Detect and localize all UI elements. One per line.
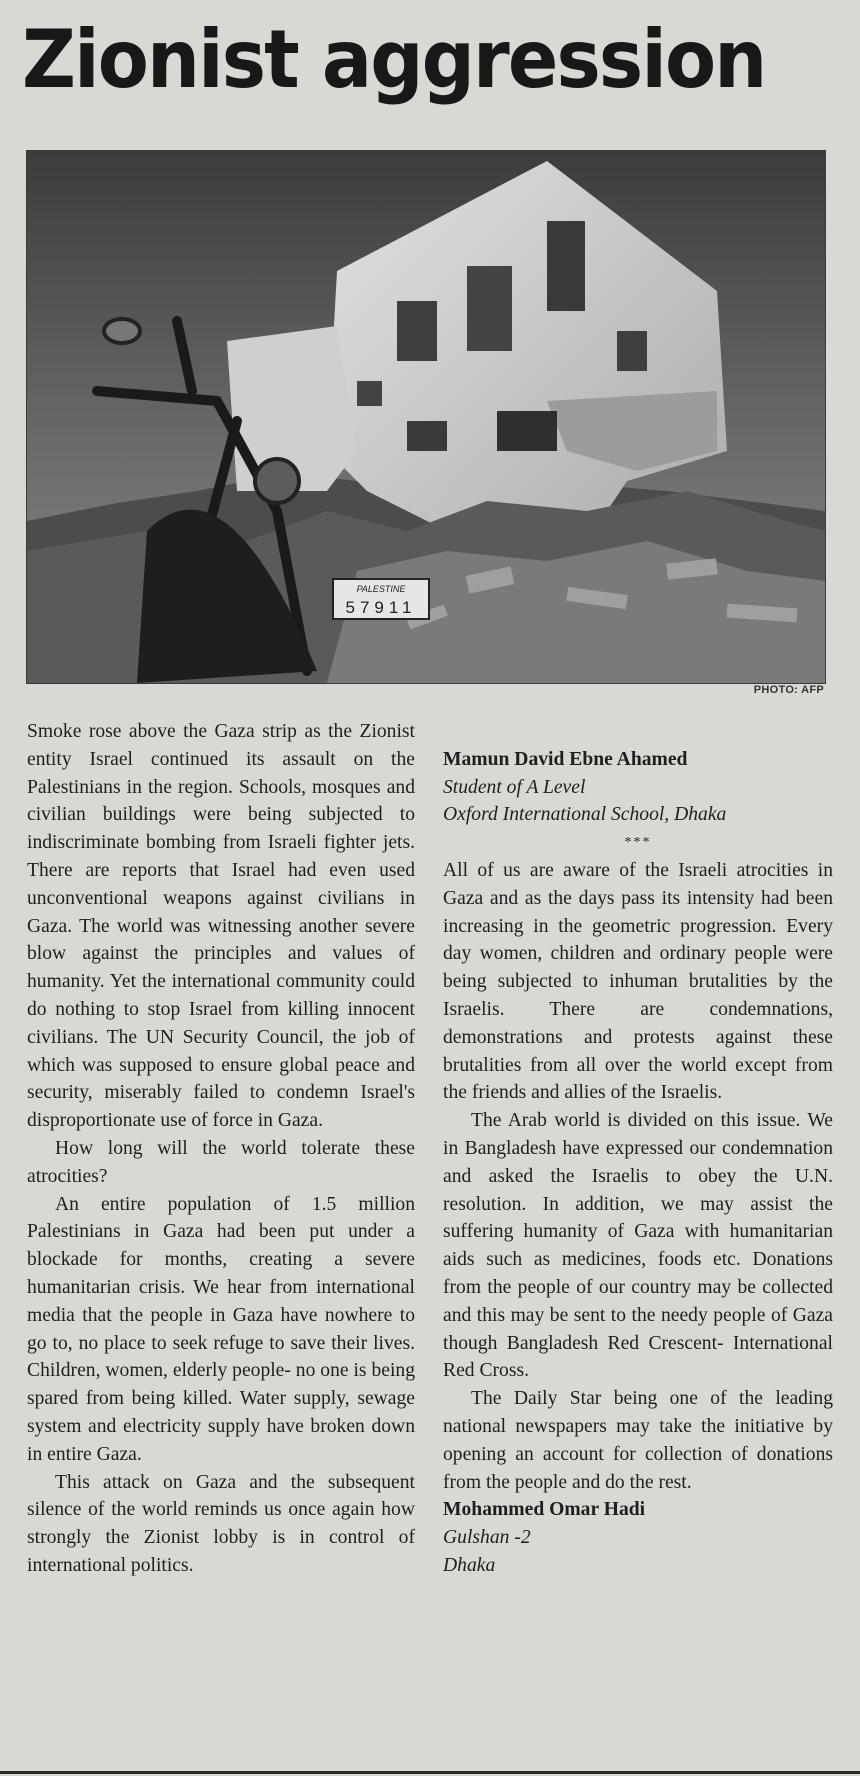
plate-number-text: 57911 [345,598,417,617]
letter-two-column [443,718,833,1580]
letter-one-paragraph: This attack on Gaza and the subsequent silence of the world reminds us once again how strongly the Zionist lobby is in control of international politics. [27,1471,415,1576]
photo-illustration [27,151,825,683]
letter-two-paragraph: The Arab world is divided on this issue. We in Bangladesh have expressed our condemnation and asked the Israelis to obey the U.N. resolution. In addition, we may assist the suffering humanity of Gaza with humanitarian aids such as medicines, foods etc. Donations from the people of our country may be collected and this may be sent to the needy people of Gaza though Bangladesh Red Crescent- International Red Cross. [443,1110,833,1382]
photo-credit: PHOTO: AFP [753,684,824,696]
letter-one-author: Mamun David Ebne Ahamed [443,748,688,770]
letter-two-paragraph: The Daily Star being one of the leading national newspapers may take the initiative by opening an account for collection of donations from the people and do the rest. [443,1388,833,1493]
letter-one-column [27,718,415,1580]
letter-one-paragraph: Smoke rose above the Gaza strip as the Zionist entity Israel continued its assault on the Palestinians in the region. Schools, mosques and civilian buildings were being subjected to indiscriminate bombing from Israeli fighter jets. There are reports that Israel had even used unconventional weapons against civilians in Gaza. The world was witnessing another severe blow against the principles and values of humanity. Yet the international community could do nothing to stop Israel from killing innocent civilians. The UN Security Council, the job of which was supposed to ensure global peace and security, miserably failed to condemn Israel's disproportionate use of force in Gaza. [27,721,415,1132]
headline: Zionist aggression [22,13,766,106]
letter-two-paragraph: All of us are aware of the Israeli atrocities in Gaza and as the days pass its intensity had been increasing in the geometric progression. Every day women, children and ordinary people were being subjected to inhuman brutalities by the Israelis. There are condemnations, demonstrations and protests against these brutalities from all over the world except from the friends and allies of the Israelis. [443,859,833,1104]
letter-two-author-city: Dhaka [443,1554,496,1576]
letter-one-author-title: Student of A Level [443,776,586,798]
letter-one-author-school: Oxford International School, Dhaka [443,804,727,826]
letter-one-author-spacer [443,718,833,746]
news-photo [26,150,826,684]
bottom-rule [0,1771,860,1774]
letter-one-paragraph: An entire population of 1.5 million Palestinians in Gaza had been put under a blockade for months, creating a severe humanitarian crisis. We hear from international media that the people in Gaza have nowhere to go to, no place to seek refuge to save their lives. Children, women, elderly people- no one is being spared from being killed. Water supply, sewage system and electricity supply have broken down in entire Gaza. [27,1193,415,1465]
letter-two-author: Mohammed Omar Hadi [443,1499,646,1521]
letter-one-paragraph: How long will the world tolerate these atrocities? [27,1137,415,1187]
letter-two-author-area: Gulshan -2 [443,1527,531,1549]
letter-separator: *** [624,835,652,851]
plate-top-text: PALESTINE [356,584,406,594]
